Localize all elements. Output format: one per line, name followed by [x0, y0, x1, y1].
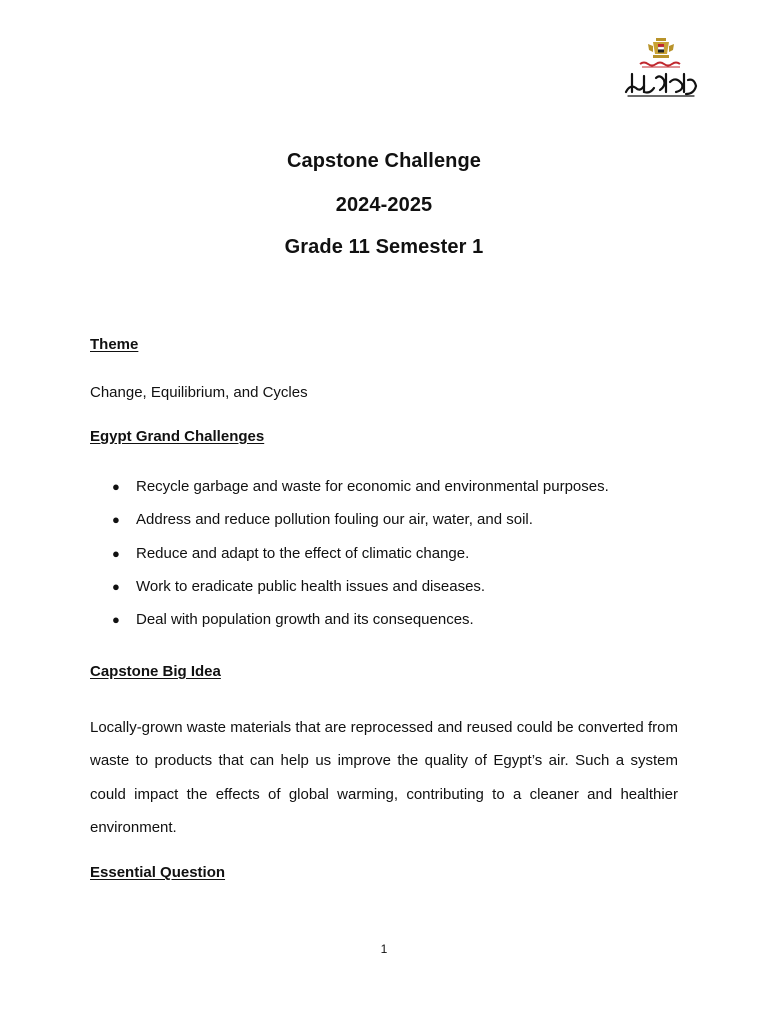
list-item-text: Work to eradicate public health issues and diseases. [136, 577, 486, 595]
bullet-icon: ● [112, 479, 120, 494]
bullet-icon: ● [112, 545, 120, 561]
theme-heading: Theme [90, 336, 139, 353]
list-item-text: Deal with population growth and its consequences. [136, 611, 474, 629]
list-item [112, 509, 609, 542]
list-item [112, 576, 609, 609]
page-number: 1 [380, 942, 388, 956]
egypt-challenges-list [112, 476, 609, 642]
list-item-text: Recycle garbage and waste for economic and environmental purposes. [136, 478, 609, 495]
bullet-icon: ● [112, 512, 120, 528]
list-item-text: Reduce and adapt to the effect of climatic change. [136, 544, 470, 562]
bullet-icon: ● [112, 578, 120, 594]
egypt-challenges-heading: Egypt Grand Challenges [90, 428, 265, 445]
eagle-emblem-icon [648, 38, 674, 58]
document-title: Capstone Challenge [286, 150, 482, 172]
big-idea-paragraph: Locally-grown waste materials that are reprocessed and reused could be converted from waste to products that can help us improve the quality of Egypt’s air. Such a system could impact the effects of global warming, contributing to a cleaner and healthier environment. [90, 719, 678, 836]
big-idea-heading: Capstone Big Idea [90, 663, 221, 680]
list-item [112, 476, 609, 509]
ministry-emblem-icon [620, 34, 702, 100]
theme-text: Change, Equilibrium, and Cycles [90, 384, 308, 401]
list-item [112, 609, 609, 642]
ministry-subtitle-graphic [640, 63, 680, 68]
document-year: 2024-2025 [335, 194, 433, 216]
essential-question-heading: Essential Question [90, 864, 226, 881]
list-item [112, 543, 609, 576]
bullet-icon: ● [112, 612, 120, 628]
ministry-calligraphy-graphic [626, 74, 696, 96]
list-item-text: Address and reduce pollution fouling our air, water, and soil. [136, 511, 533, 529]
document-grade: Grade 11 Semester 1 [284, 236, 484, 258]
